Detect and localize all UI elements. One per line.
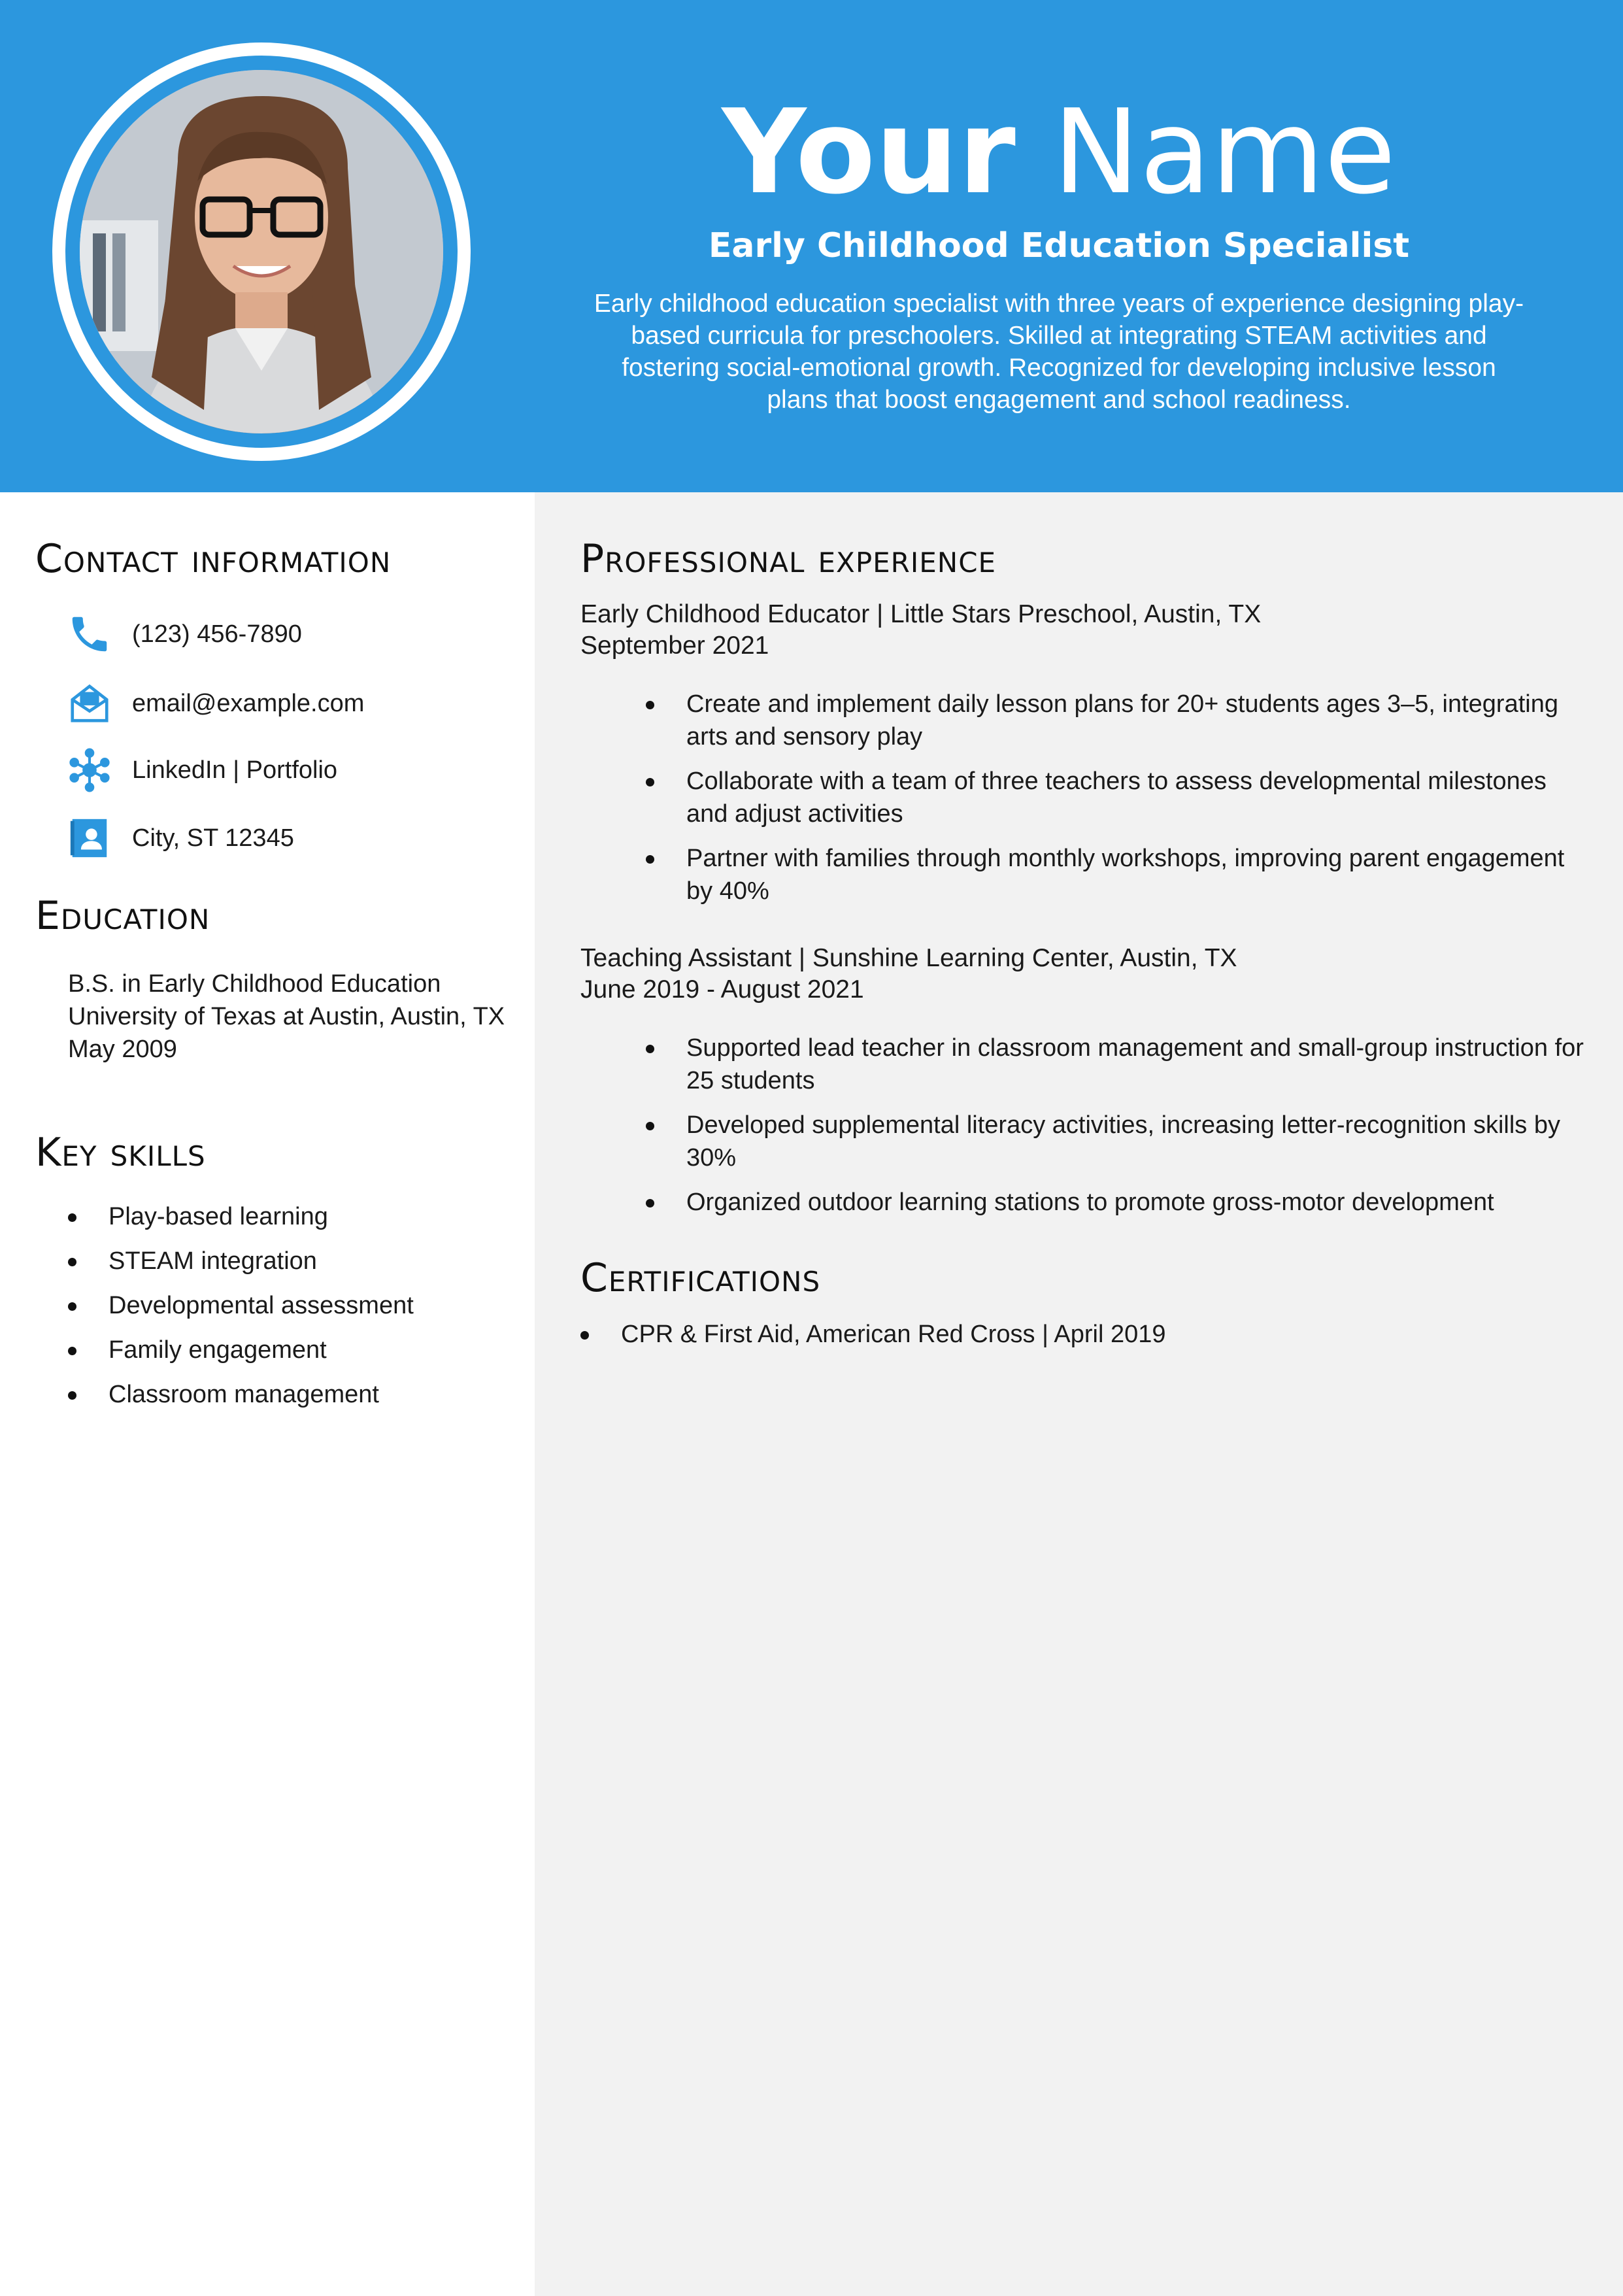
school: University of Texas at Austin, Austin, TX [68,1003,505,1030]
phone-icon [65,610,114,658]
job-2-dates: June 2019 - August 2021 [580,975,864,1004]
last-name: Name [1052,84,1396,220]
graduation-date: May 2009 [68,1036,177,1063]
contact-heading: Contact information [35,536,392,582]
skills-heading: Key skills [35,1130,206,1175]
skills-list [68,1200,512,1423]
list-item: Classroom management [68,1378,512,1411]
list-item: CPR & First Aid, American Red Cross | April 2019 [580,1318,1587,1351]
professional-summary: Early childhood education specialist with three years of experience designing play-based curricula for preschoolers. Skilled at integrating STEAM activities and fostering social-emotional growth. Recognized for developing inclusive lesson plans that boost engagement and school readiness. [594,290,1524,414]
list-item: Developed supplemental literacy activities, increasing letter-recognition skills by 30% [646,1109,1587,1174]
first-name: Your [722,84,1016,220]
list-item: Collaborate with a team of three teachers to assess developmental milestones and adjust activities [646,765,1587,830]
job-1-title: Early Childhood Educator | Little Stars Preschool, Austin, TX [580,600,1262,628]
profile-photo-frame [52,42,471,461]
resume-header [0,0,1623,492]
email-address: email@example.com [132,689,365,717]
certifications-heading: Certifications [580,1255,821,1301]
job-2-title: Teaching Assistant | Sunshine Learning Center, Austin, TX [580,944,1237,972]
job-2-bullets [646,1032,1587,1230]
candidate-name [562,84,1556,220]
email-icon [65,679,114,728]
contact-phone [65,608,302,660]
list-item: Supported lead teacher in classroom management and small-group instruction for 25 students [646,1032,1587,1097]
education-entry [68,968,512,1066]
degree: B.S. in Early Childhood Education [68,970,441,998]
job-1-dates: September 2021 [580,632,769,660]
phone-number: (123) 456-7890 [132,620,302,648]
job-2-header [580,943,1587,1005]
address-book-icon [65,814,114,862]
contact-address [65,812,294,864]
list-item: Play-based learning [68,1200,512,1233]
education-heading: Education [35,893,210,939]
linkedin-portfolio-links[interactable]: LinkedIn | Portfolio [132,756,338,784]
network-icon [65,746,114,794]
list-item: Developmental assessment [68,1289,512,1322]
job-1-header [580,599,1587,662]
contact-links [65,744,337,796]
experience-heading: Professional experience [580,536,997,582]
profile-photo [80,70,443,433]
contact-email [65,677,364,730]
job-title: Early Childhood Education Specialist [708,226,1410,265]
list-item: Create and implement daily lesson plans for 20+ students ages 3–5, integrating arts and sensory play [646,688,1587,753]
city-state-zip: City, ST 12345 [132,824,294,852]
list-item: Partner with families through monthly workshops, improving parent engagement by 40% [646,842,1587,907]
list-item: Organized outdoor learning stations to promote gross-motor development [646,1186,1587,1219]
list-item: Family engagement [68,1334,512,1366]
certifications-list [580,1318,1587,1351]
job-1-bullets [646,688,1587,919]
list-item: STEAM integration [68,1245,512,1277]
